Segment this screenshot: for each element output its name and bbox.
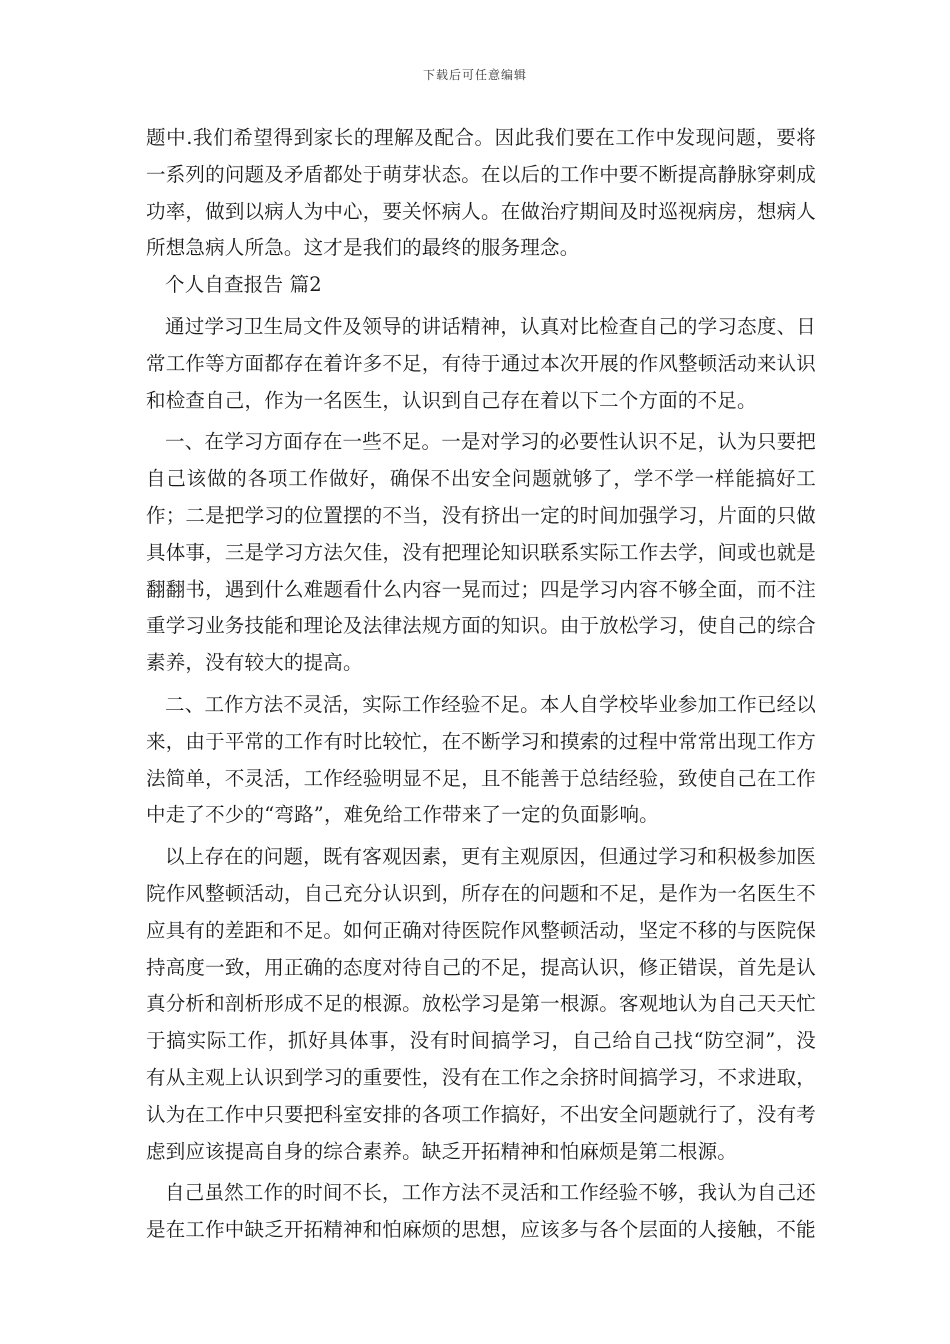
paragraph-analysis: 以上存在的问题，既有客观因素，更有主观原因，但通过学习和积极参加医院作风整顿活动，自己充分认识到，所存在的问题和不足，是作为一名医生不应具有的差距和不足。如何正确对待医院作风整顿活动，坚定不移的与医院保持高度一致，用正确的态度对待自己的不足，提高认识，修正错误，首先是认真分析和剖析形成不足的根源。放松学习是第一根源。客观地认为自己天天忙于搞实际工作，抓好具体事，没有时间搞学习，自己给自己找“防空洞”，没有从主观上认识到学习的重要性，没有在工作之余挤时间搞学习，不求进取，认为在工作中只要把科室安排的各项工作搞好，不出安全问题就行了，没有考虑到应该提高自身的综合素养。缺乏开拓精神和怕麻烦是第二根源。 — [146, 845, 816, 1163]
paragraph-intro: 通过学习卫生局文件及领导的讲话精神，认真对比检查自己的学习态度、日常工作等方面都存在着许多不足，有待于通过本次开展的作风整顿活动来认识和检查自己，作为一名医生，认识到自己存在着以下二个方面的不足。 — [146, 314, 816, 412]
paragraph-continuation: 题中.我们希望得到家长的理解及配合。因此我们要在工作中发现问题，要将一系列的问题及矛盾都处于萌芽状态。在以后的工作中要不断提高静脉穿刺成功率，做到以病人为中心，要关怀病人。在做治疗期间及时巡视病房，想病人所想急病人所急。这才是我们的最终的服务理念。 — [146, 126, 816, 260]
document-body — [146, 120, 816, 1249]
paragraph-point-two: 二、工作方法不灵活，实际工作经验不足。本人自学校毕业参加工作已经以来，由于平常的工作有时比较忙，在不断学习和摸索的过程中常常出现工作方法简单，不灵活，工作经验明显不足，且不能善于总结经验，致使自己在工作中走了不少的“弯路”，难免给工作带来了一定的负面影响。 — [146, 692, 816, 827]
page-header-note: 下载后可任意编辑 — [422, 68, 527, 82]
paragraph-point-one: 一、在学习方面存在一些不足。一是对学习的必要性认识不足，认为只要把自己该做的各项工作做好，确保不出安全问题就够了，学不学一样能搞好工作；二是把学习的位置摆的不当，没有挤出一定的时间加强学习，片面的只做具体事，三是学习方法欠佳，没有把理论知识联系实际工作去学，间或也就是翻翻书，遇到什么难题看什么内容一晃而过；四是学习内容不够全面，而不注重学习业务技能和理论及法律法规方面的知识。由于放松学习，使自己的综合素养，没有较大的提高。 — [146, 430, 816, 675]
paragraph-closing: 自己虽然工作的时间不长，工作方法不灵活和工作经验不够，我认为自己还是在工作中缺乏开拓精神和怕麻烦的思想，应该多与各个层面的人接触，不能 — [146, 1181, 816, 1242]
section-heading: 个人自查报告 篇2 — [165, 273, 322, 297]
